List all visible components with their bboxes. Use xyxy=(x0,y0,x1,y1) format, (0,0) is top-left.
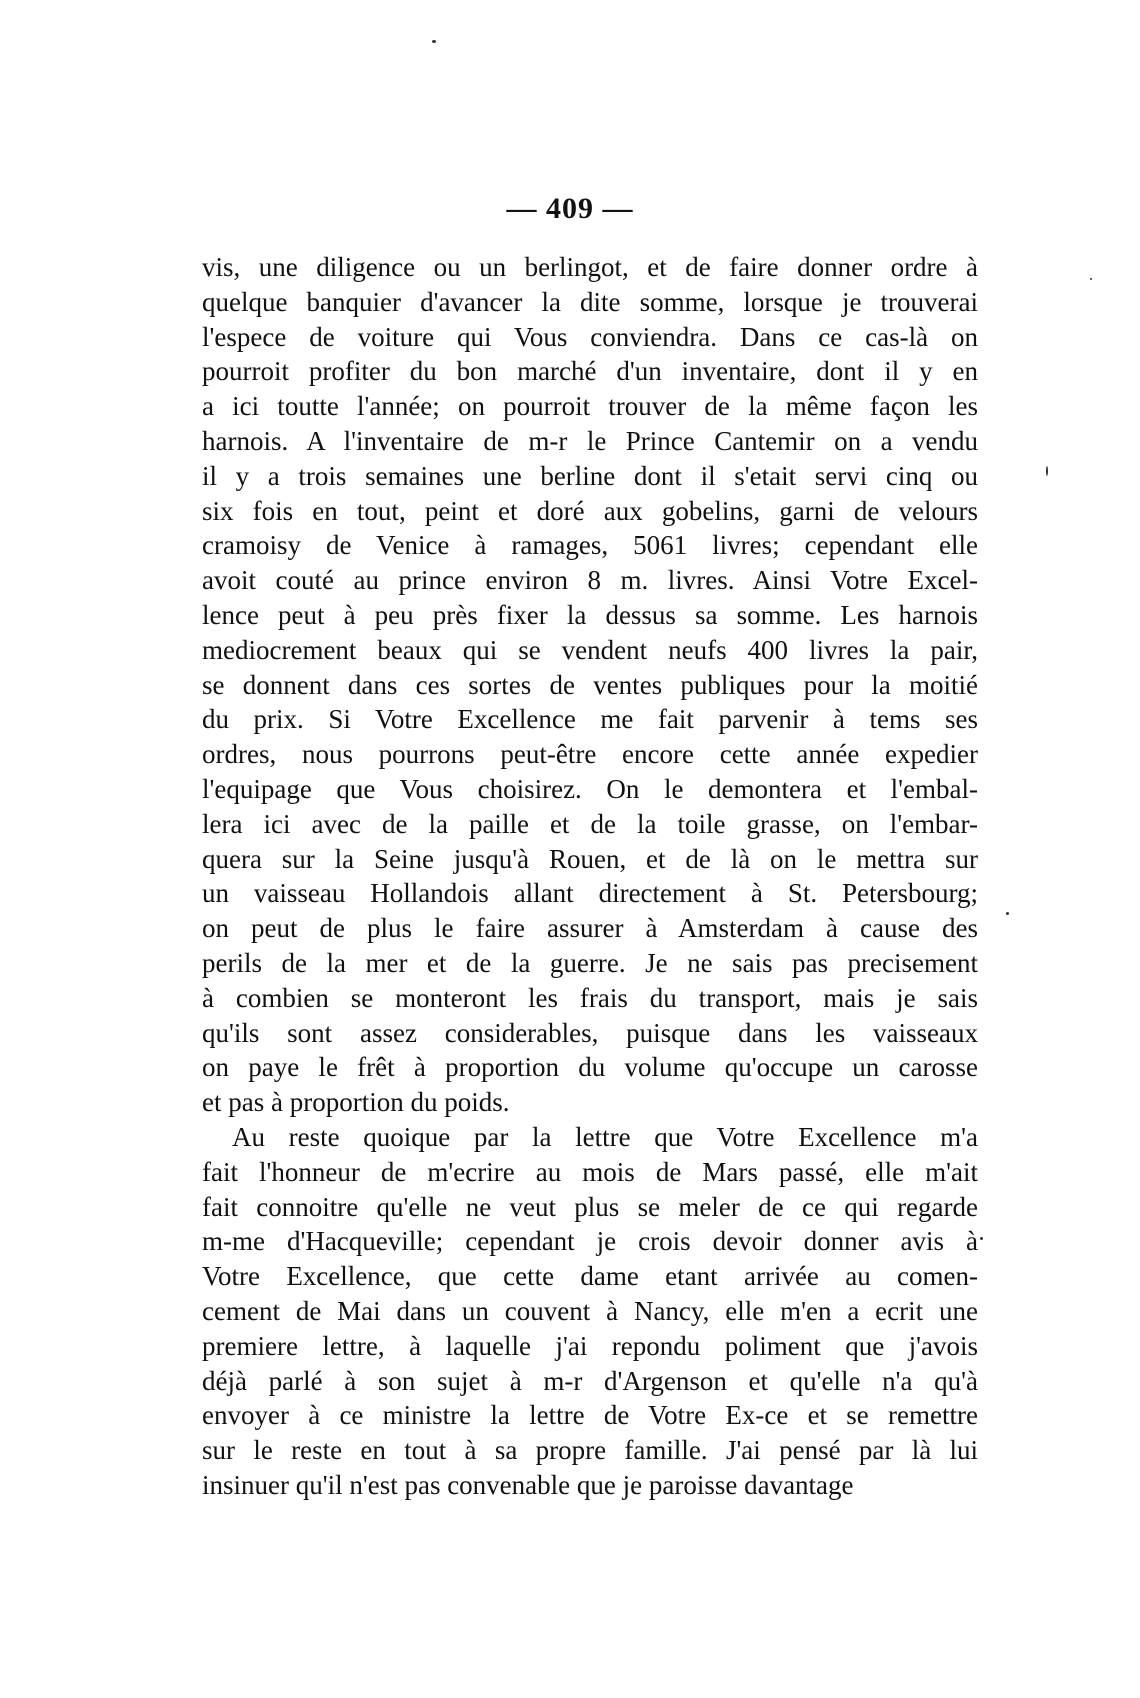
text-line: du prix. Si Votre Excellence me fait parvenir à tems ses xyxy=(202,704,978,735)
text-line: avoit couté au prince environ 8 m. livres. Ainsi Votre Excel- xyxy=(202,565,978,596)
ink-speck xyxy=(432,40,436,43)
text-line: se donnent dans ces sortes de ventes publiques pour la moitié xyxy=(202,669,978,700)
paragraph xyxy=(202,250,978,1120)
text-line: déjà parlé à son sujet à m-r d'Argenson et qu'elle n'a qu'à xyxy=(202,1365,978,1396)
text-line: pourroit profiter du bon marché d'un inventaire, dont il y en xyxy=(202,356,978,387)
text-line: à combien se monteront les frais du transport, mais je sais xyxy=(202,982,978,1013)
text-line: cramoisy de Venice à ramages, 5061 livres; cependant elle xyxy=(202,530,978,561)
text-line: Au reste quoique par la lettre que Votre Excellence m'a xyxy=(232,1121,978,1152)
text-line: quelque banquier d'avancer la dite somme, lorsque je trouverai xyxy=(202,286,978,317)
text-line: un vaisseau Hollandois allant directement à St. Petersbourg; xyxy=(202,878,978,909)
text-line: sur le reste en tout à sa propre famille. J'ai pensé par là lui xyxy=(202,1435,978,1466)
text-line: fait l'honneur de m'ecrire au mois de Mars passé, elle m'ait xyxy=(202,1156,978,1187)
text-line: mediocrement beaux qui se vendent neufs 400 livres la pair, xyxy=(202,634,978,665)
text-line: on paye le frêt à proportion du volume qu'occupe un carosse xyxy=(202,1052,978,1083)
text-line: envoyer à ce ministre la lettre de Votre Ex-ce et se remettre xyxy=(202,1400,978,1431)
ink-speck xyxy=(1090,278,1092,280)
text-line: a ici toutte l'année; on pourroit trouver de la même façon les xyxy=(202,391,978,422)
ink-speck xyxy=(980,1237,983,1240)
text-line: lera ici avec de la paille et de la toile grasse, on l'embar- xyxy=(202,808,978,839)
text-line: insinuer qu'il n'est pas convenable que je paroisse davantage xyxy=(202,1469,854,1500)
text-line: harnois. A l'inventaire de m-r le Prince Cantemir on a vendu xyxy=(202,425,978,456)
text-line: l'espece de voiture qui Vous conviendra. Dans ce cas-là on xyxy=(202,321,978,352)
text-line: qu'ils sont assez considerables, puisque dans les vaisseaux xyxy=(202,1017,978,1048)
text-line: quera sur la Seine jusqu'à Rouen, et de là on le mettra sur xyxy=(202,843,978,874)
text-line: fait connoitre qu'elle ne veut plus se meler de ce qui regarde xyxy=(202,1191,978,1222)
body-text xyxy=(202,250,978,1503)
page-number: — 409 — xyxy=(506,192,634,225)
ink-speck xyxy=(1006,912,1009,915)
text-line: m-me d'Hacqueville; cependant je crois devoir donner avis à xyxy=(202,1226,978,1257)
text-line: vis, une diligence ou un berlingot, et de faire donner ordre à xyxy=(202,252,978,282)
paragraph xyxy=(202,1120,978,1503)
text-line: on peut de plus le faire assurer à Amsterdam à cause des xyxy=(202,913,978,944)
text-line: il y a trois semaines une berline dont il s'etait servi cinq ou xyxy=(202,460,978,491)
text-line: ordres, nous pourrons peut-être encore cette année expedier xyxy=(202,739,978,770)
text-line: premiere lettre, à laquelle j'ai repondu poliment que j'avois xyxy=(202,1330,978,1361)
text-line: l'equipage que Vous choisirez. On le demontera et l'embal- xyxy=(202,773,978,804)
text-line: cement de Mai dans un couvent à Nancy, elle m'en a ecrit une xyxy=(202,1295,978,1326)
text-line: lence peut à peu près fixer la dessus sa somme. Les harnois xyxy=(202,599,978,630)
text-line: et pas à proportion du poids. xyxy=(202,1087,510,1118)
text-line: Votre Excellence, que cette dame etant arrivée au comen- xyxy=(202,1261,978,1292)
text-line: six fois en tout, peint et doré aux gobelins, garni de velours xyxy=(202,495,978,526)
ink-speck xyxy=(1046,466,1048,476)
text-line: perils de la mer et de la guerre. Je ne sais pas precisement xyxy=(202,947,978,978)
